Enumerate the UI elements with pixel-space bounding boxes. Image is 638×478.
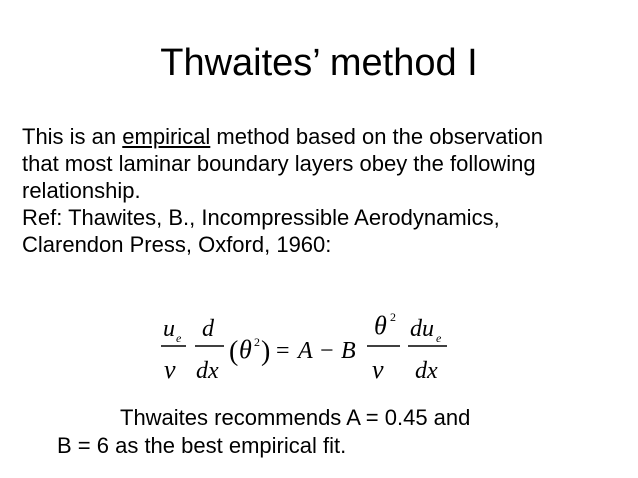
eq-A: A	[298, 338, 313, 364]
eq-dx-1: dx	[196, 358, 219, 384]
conclusion-line-2: B = 6 as the best empirical fit.	[57, 433, 347, 458]
eq-square-1: 2	[254, 335, 260, 349]
thwaites-equation	[140, 298, 480, 398]
eq-B: B	[341, 338, 356, 364]
empirical-underlined-word: empirical	[122, 124, 211, 149]
eq-theta-1: θ	[239, 335, 252, 364]
intro-paragraph	[22, 123, 622, 258]
slide-title: Thwaites’ method I	[160, 42, 478, 84]
eq-equals: =	[276, 338, 290, 364]
eq-d: d	[202, 316, 214, 342]
eq-right-paren: )	[261, 336, 271, 367]
eq-minus: −	[320, 338, 334, 364]
eq-du: du	[410, 316, 434, 342]
eq-dx-2: dx	[415, 358, 438, 384]
intro-line-1	[22, 123, 622, 150]
intro-line-2: that most laminar boundary layers obey the following	[22, 151, 536, 176]
eq-square-2: 2	[390, 310, 396, 324]
eq-e-subscript-2: e	[436, 331, 442, 345]
intro-text-start: This is an	[22, 124, 123, 149]
intro-text-end: method based on the observation	[210, 124, 543, 149]
intro-line-3: relationship.	[22, 178, 141, 203]
eq-e-subscript-1: e	[176, 331, 182, 345]
eq-u: u	[163, 316, 175, 342]
eq-theta-2: θ	[374, 311, 387, 340]
eq-nu-1: ν	[164, 355, 176, 384]
eq-nu-2: ν	[372, 355, 384, 384]
eq-left-paren: (	[229, 336, 239, 367]
reference-line-2: Clarendon Press, Oxford, 1960:	[22, 232, 332, 257]
equation-svg	[140, 298, 480, 398]
reference-line-1: Ref: Thawites, B., Incompressible Aerodynamics,	[22, 205, 500, 230]
conclusion-line-1: Thwaites recommends A = 0.45 and	[120, 405, 471, 430]
